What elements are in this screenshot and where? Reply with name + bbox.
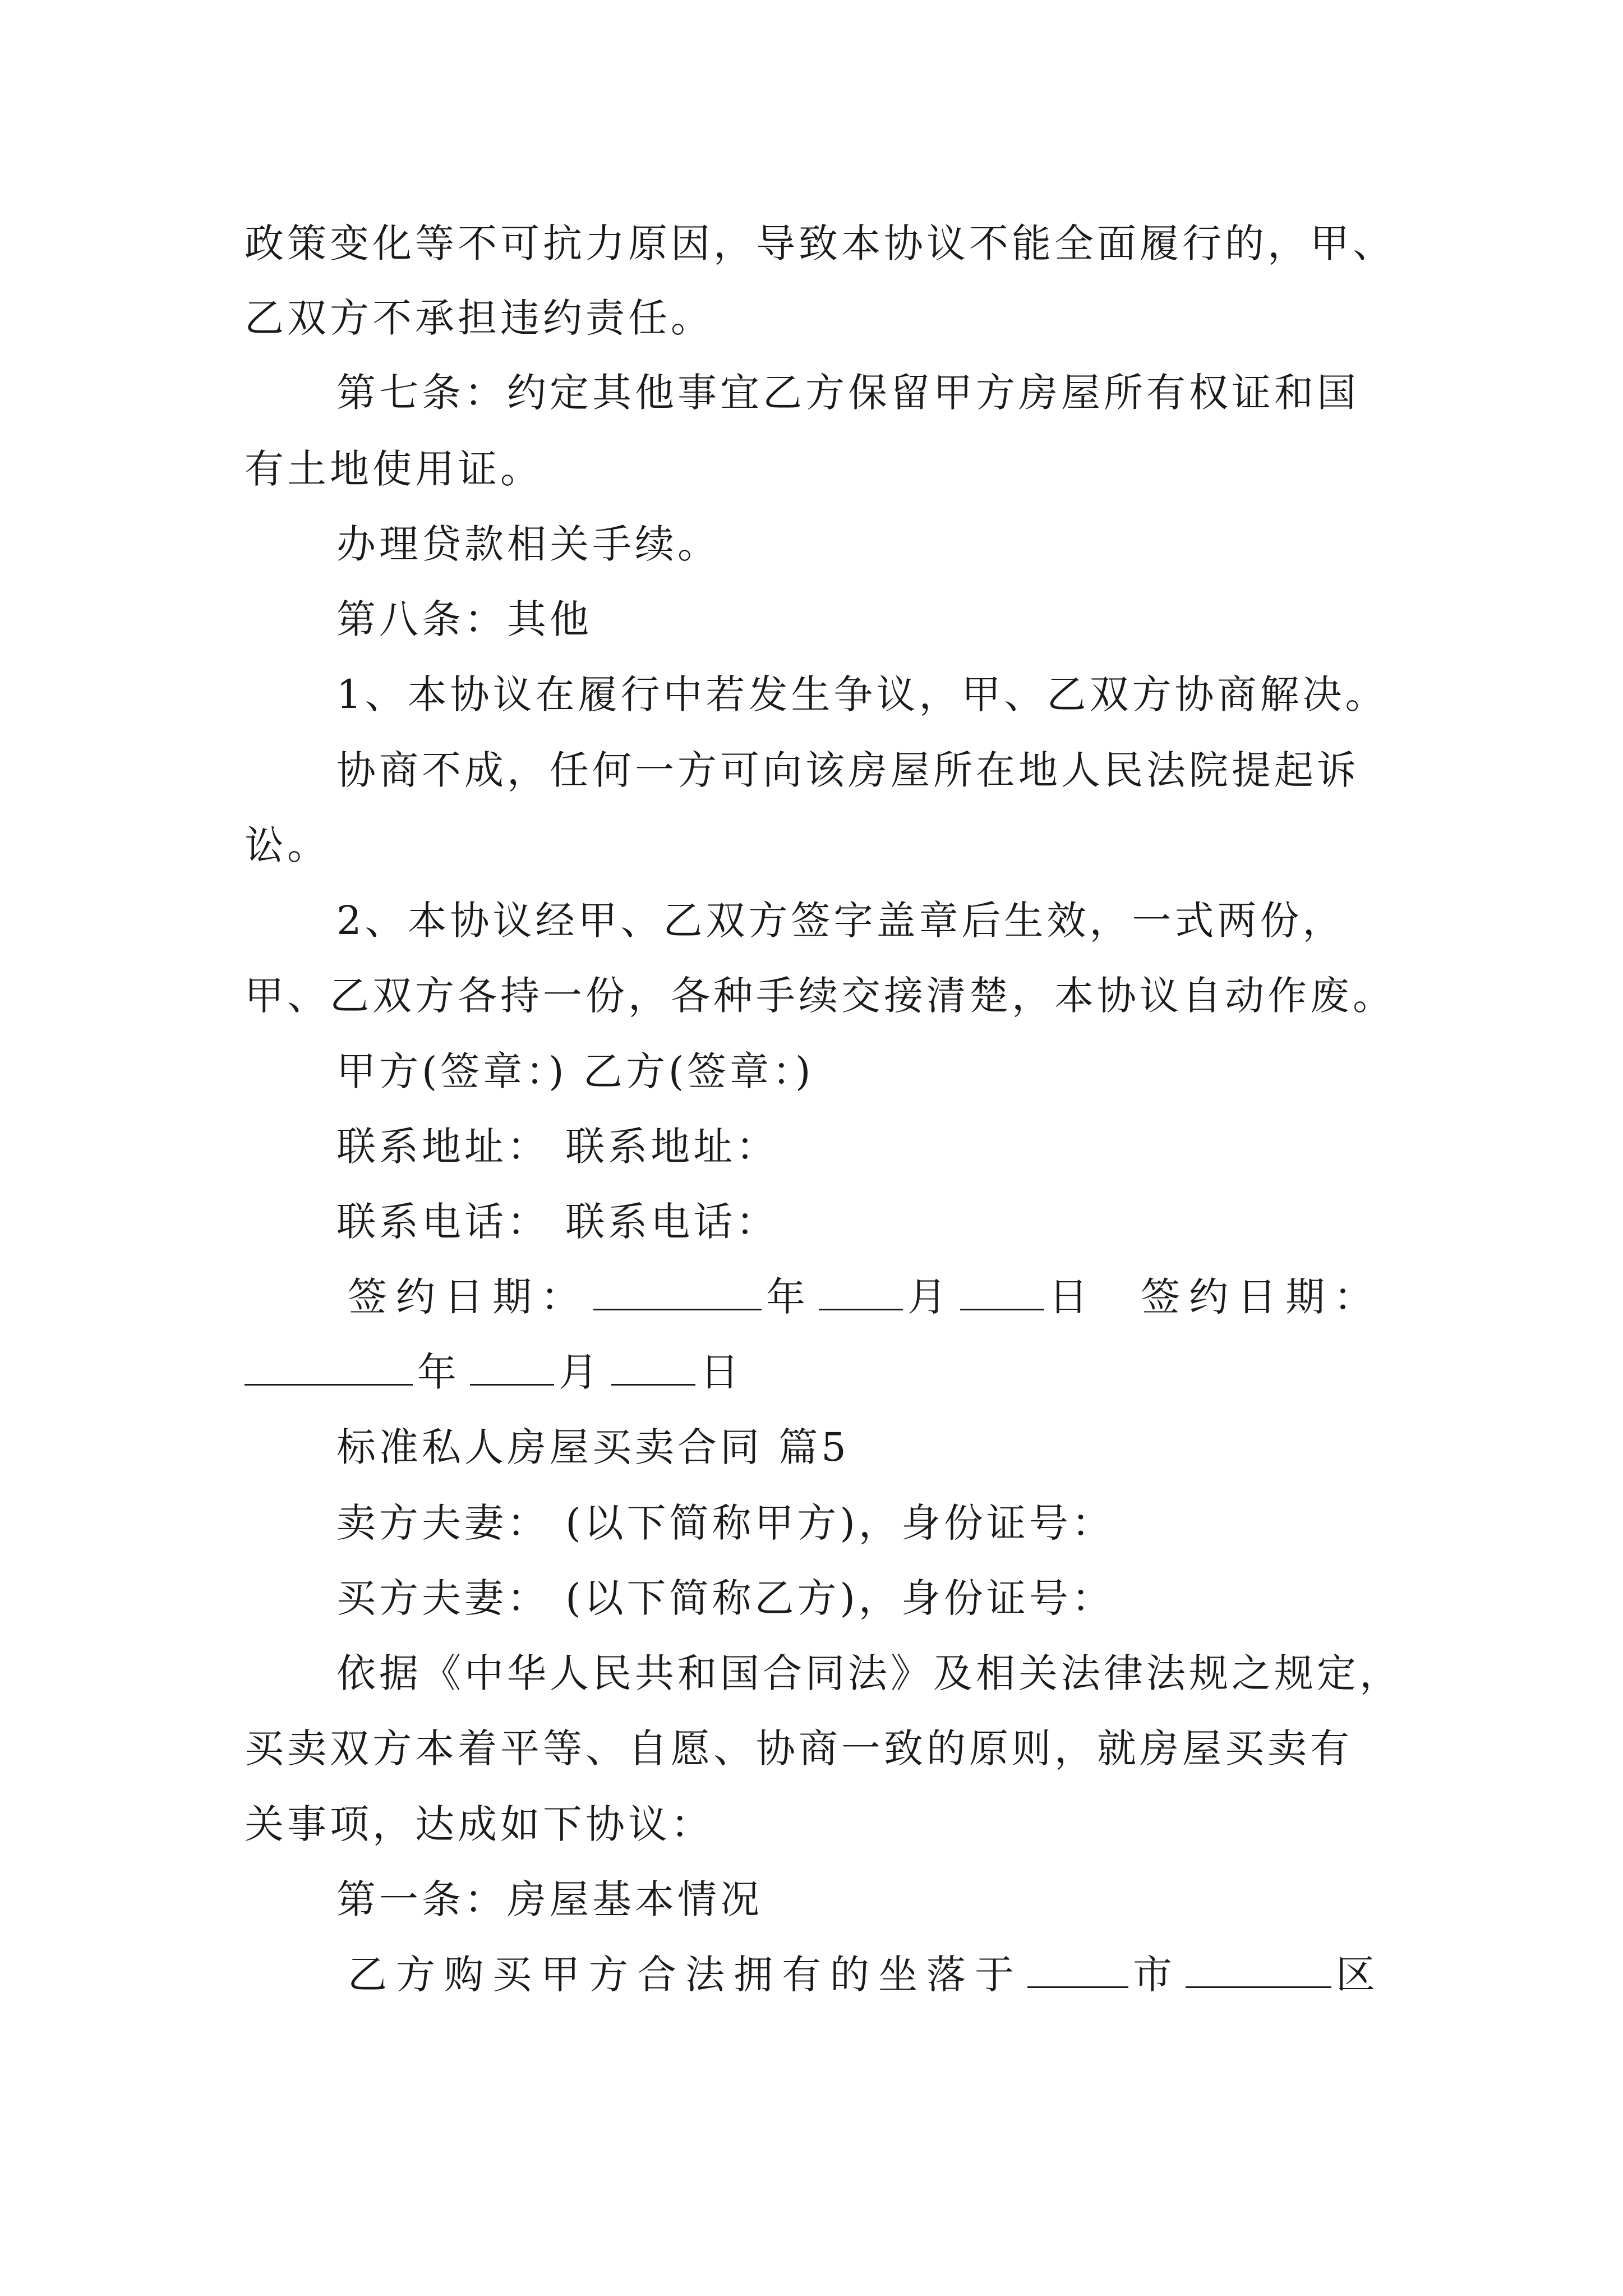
text-line: 甲、乙双方各持一份，各种手续交接清楚，本协议自动作废。 bbox=[245, 973, 1395, 1019]
text-line: 协商不成，任何一方可向该房屋所在地人民法院提起诉 bbox=[336, 747, 1359, 793]
text-line: 办理贷款相关手续。 bbox=[336, 521, 720, 567]
month-label: 月 bbox=[559, 1349, 607, 1395]
text-line: 1、本协议在履行中若发生争议，甲、乙双方协商解决。 bbox=[336, 671, 1388, 717]
text-line: 关事项，达成如下协议： bbox=[245, 1801, 713, 1847]
text-line: 买卖双方本着平等、自愿、协商一致的原则，就房屋买卖有 bbox=[245, 1726, 1353, 1772]
text-line: 第一条：房屋基本情况 bbox=[336, 1876, 763, 1922]
text-line: 有土地使用证。 bbox=[245, 446, 543, 492]
month-label: 月 bbox=[907, 1274, 956, 1320]
year-blank bbox=[593, 1274, 762, 1310]
text-line: 2、本协议经甲、乙双方签字盖章后生效，一式两份， bbox=[336, 898, 1345, 944]
city-label: 市 bbox=[1133, 1952, 1181, 1998]
signing-date-label: 签约日期： bbox=[348, 1274, 589, 1320]
day-blank bbox=[960, 1274, 1044, 1310]
year-label: 年 bbox=[766, 1274, 814, 1320]
location-line bbox=[348, 1947, 1384, 2003]
month-blank bbox=[470, 1349, 554, 1386]
text-line: 联系电话： 联系电话： bbox=[336, 1199, 779, 1245]
day-blank bbox=[611, 1349, 695, 1386]
month-blank bbox=[819, 1274, 903, 1310]
location-prefix: 乙方购买甲方合法拥有的坐落于 bbox=[348, 1952, 1023, 1998]
text-line: 依据《中华人民共和国合同法》及相关法律法规之规定， bbox=[336, 1650, 1402, 1696]
district-blank bbox=[1186, 1952, 1331, 1988]
section-title: 标准私人房屋买卖合同 篇5 bbox=[336, 1424, 850, 1470]
year-label: 年 bbox=[417, 1349, 465, 1395]
year-blank bbox=[245, 1349, 413, 1386]
day-label: 日 bbox=[700, 1349, 748, 1395]
text-line: 第八条：其他 bbox=[336, 596, 592, 642]
city-blank bbox=[1027, 1952, 1128, 1988]
text-line: 甲方(签章：) 乙方(签章：) bbox=[336, 1048, 814, 1094]
signing-date-label-2: 签约日期： bbox=[1141, 1274, 1382, 1320]
district-label: 区 bbox=[1336, 1952, 1384, 1998]
signing-date-line bbox=[348, 1269, 1382, 1325]
signing-date-line-2 bbox=[245, 1344, 748, 1400]
text-line: 讼。 bbox=[245, 822, 330, 868]
text-line: 政策变化等不可抗力原因，导致本协议不能全面履行的，甲、 bbox=[245, 220, 1395, 266]
text-line: 卖方夫妻： (以下简称甲方)，身份证号： bbox=[336, 1500, 1114, 1546]
text-line: 第七条：约定其他事宜乙方保留甲方房屋所有权证和国 bbox=[336, 370, 1359, 416]
day-label: 日 bbox=[1049, 1274, 1097, 1320]
text-line: 乙双方不承担违约责任。 bbox=[245, 295, 713, 341]
text-line: 联系地址： 联系地址： bbox=[336, 1124, 779, 1170]
text-line: 买方夫妻： (以下简称乙方)，身份证号： bbox=[336, 1575, 1114, 1621]
